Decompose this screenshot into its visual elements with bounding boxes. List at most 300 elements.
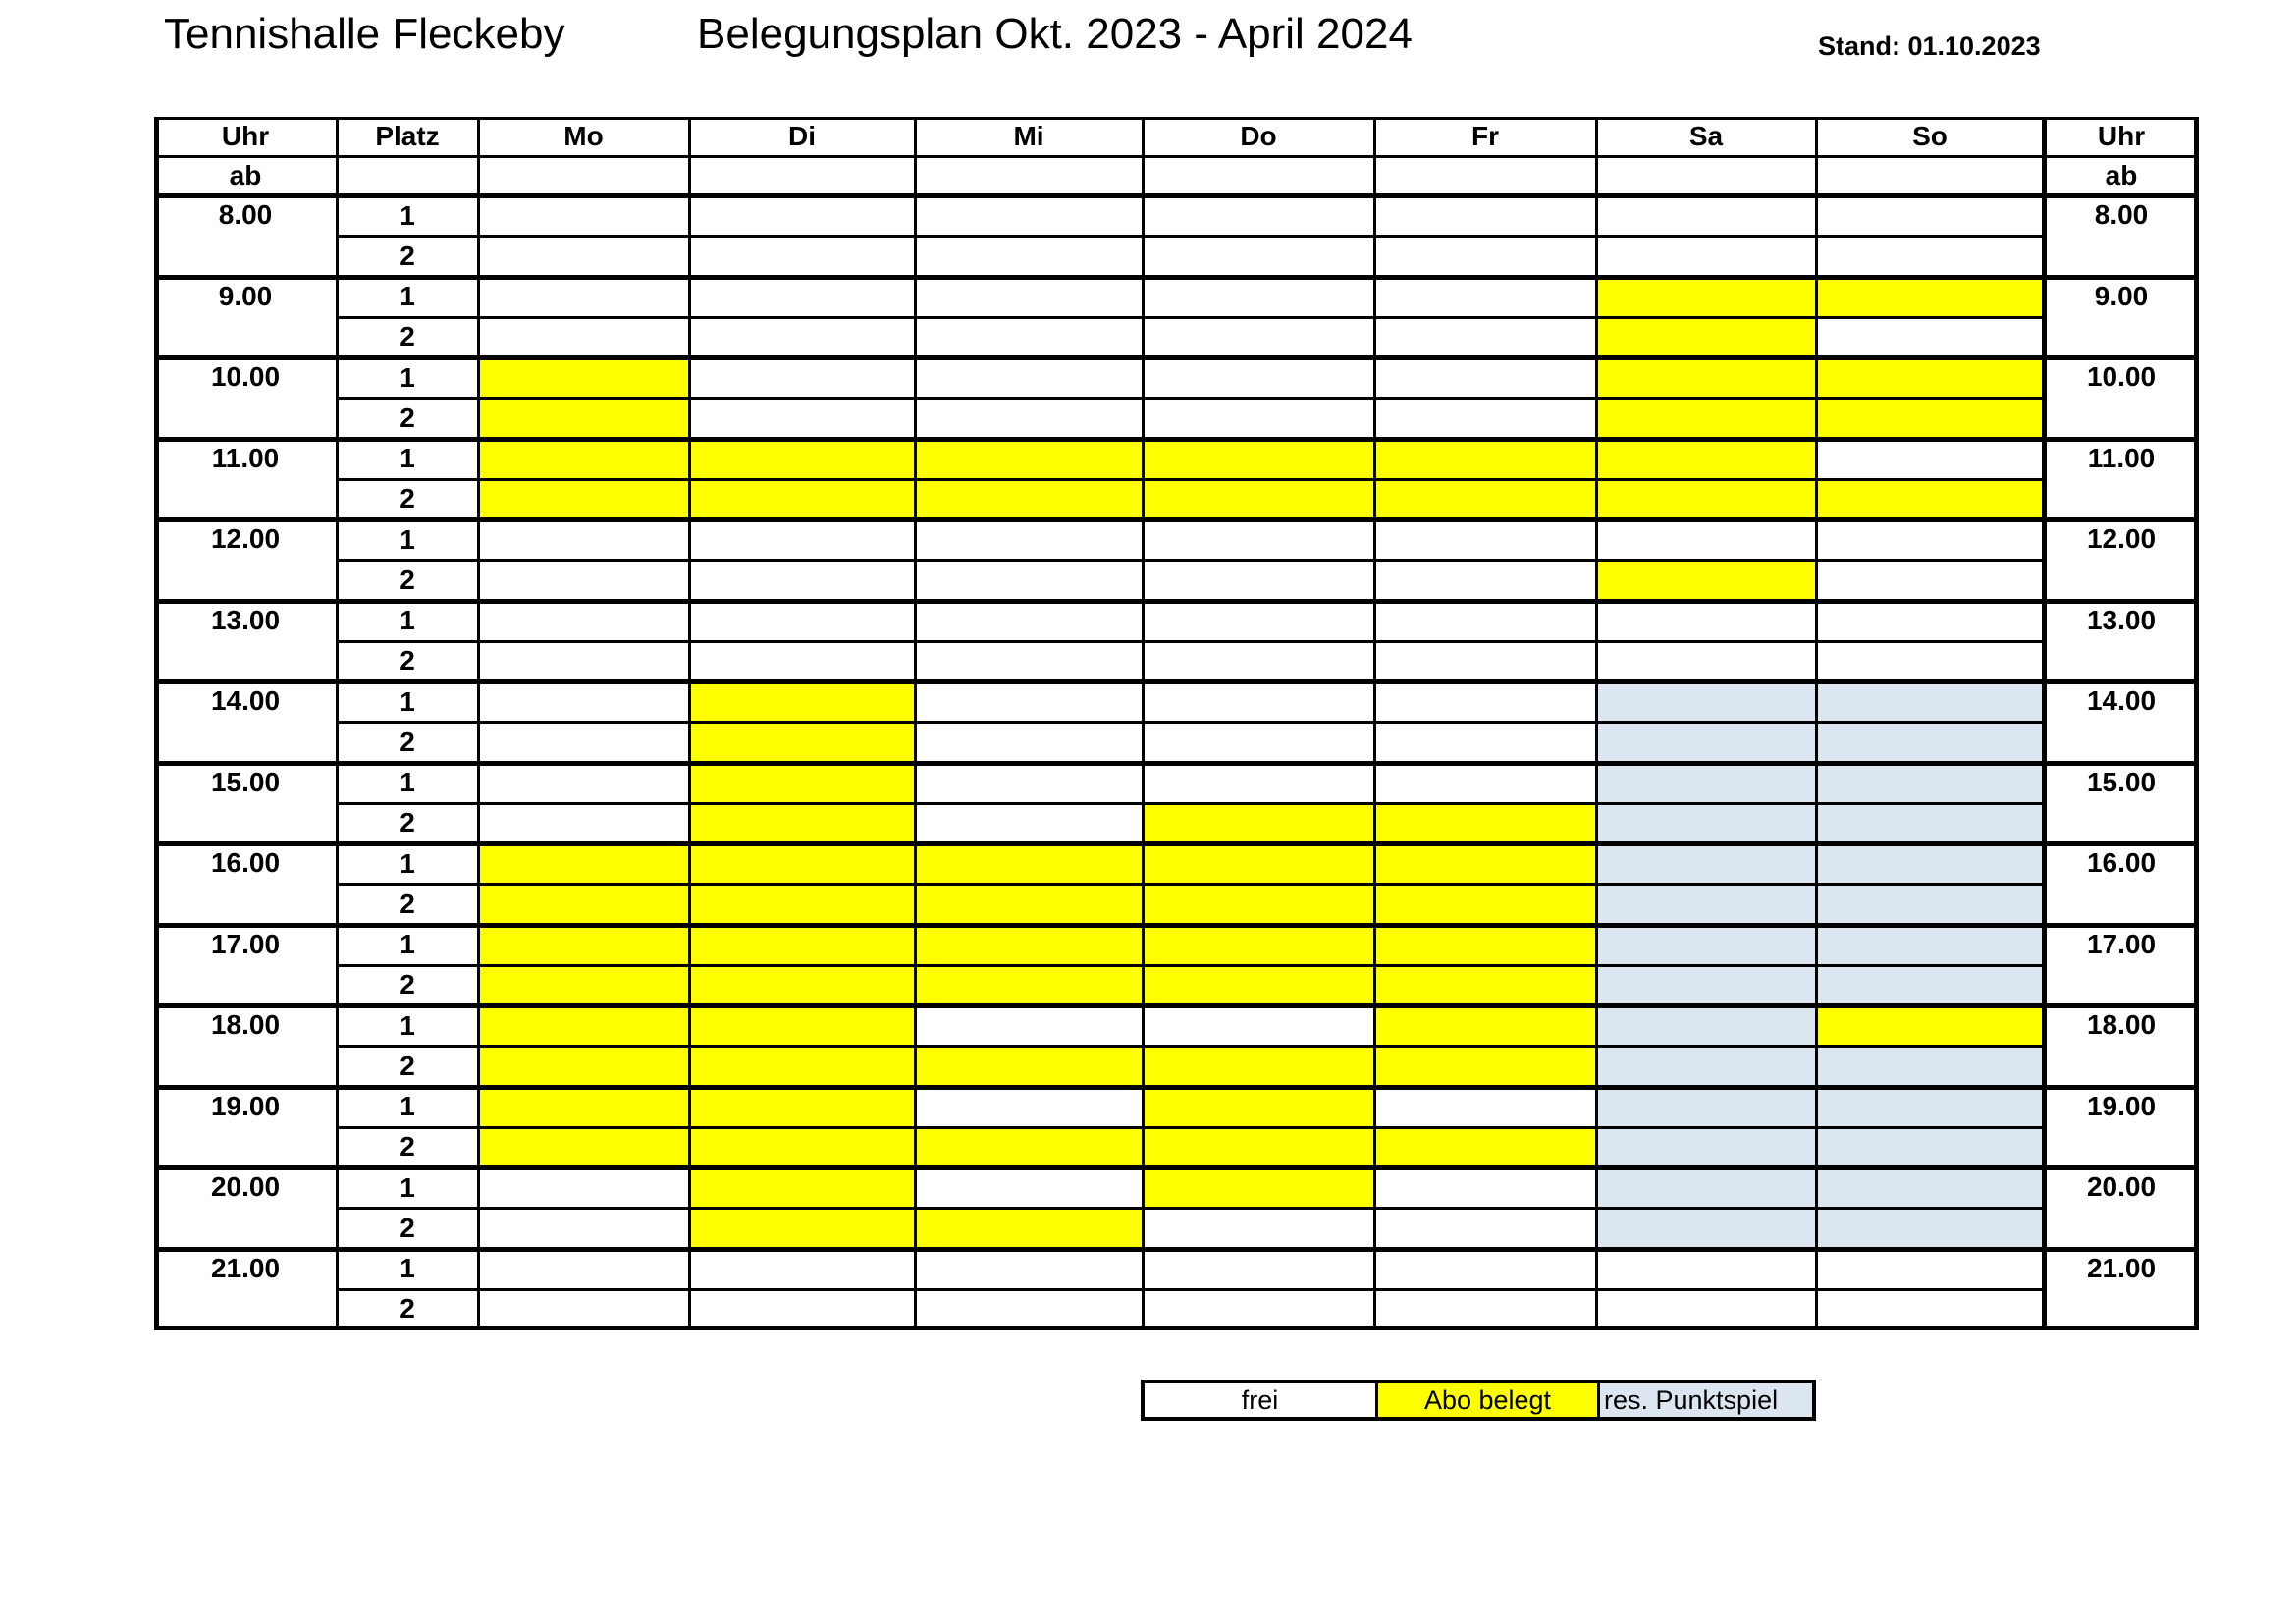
slot-mi-abo-belegt — [915, 925, 1143, 965]
slot-sa-abo-belegt — [1596, 560, 1816, 600]
slot-do-frei — [1143, 1289, 1374, 1329]
slot-mo-frei — [478, 803, 689, 843]
time-cell: 9.00 — [154, 277, 337, 358]
slot-sa-res-punktspiel — [1596, 1087, 1816, 1127]
time-cell-right: 14.00 — [2044, 681, 2199, 763]
court-number: 1 — [337, 195, 478, 236]
legend-res-punktspiel: res. Punktspiel — [1597, 1383, 1812, 1417]
slot-di-abo-belegt — [689, 722, 915, 762]
slot-do-abo-belegt — [1143, 479, 1374, 519]
subheader-empty — [689, 156, 915, 195]
slot-mi-frei — [915, 277, 1143, 317]
slot-sa-abo-belegt — [1596, 357, 1816, 398]
slot-fr-abo-belegt — [1374, 925, 1596, 965]
hour-divider — [154, 1085, 2199, 1090]
court-number: 2 — [337, 479, 478, 519]
time-cell-right: 15.00 — [2044, 763, 2199, 844]
slot-sa-abo-belegt — [1596, 479, 1816, 519]
column-divider — [1142, 117, 1145, 1329]
slot-so-res-punktspiel — [1816, 965, 2044, 1005]
hour-divider — [154, 517, 2199, 522]
slot-di-frei — [689, 236, 915, 276]
court-number: 1 — [337, 519, 478, 560]
court-number: 2 — [337, 803, 478, 843]
slot-mi-frei — [915, 681, 1143, 722]
slot-do-frei — [1143, 357, 1374, 398]
stand-date: Stand: 01.10.2023 — [1818, 31, 2041, 61]
slot-fr-frei — [1374, 641, 1596, 681]
slot-sa-frei — [1596, 601, 1816, 641]
slot-sa-frei — [1596, 195, 1816, 236]
slot-do-abo-belegt — [1143, 1127, 1374, 1167]
slot-sa-abo-belegt — [1596, 439, 1816, 479]
time-cell-right: 9.00 — [2044, 277, 2199, 358]
slot-do-frei — [1143, 641, 1374, 681]
slot-di-frei — [689, 1249, 915, 1289]
slot-sa-frei — [1596, 1249, 1816, 1289]
court-number: 2 — [337, 1289, 478, 1329]
slot-fr-frei — [1374, 763, 1596, 803]
time-cell: 21.00 — [154, 1249, 337, 1330]
slot-mi-frei — [915, 1087, 1143, 1127]
column-divider — [2194, 117, 2199, 1329]
slot-so-res-punktspiel — [1816, 1167, 2044, 1208]
hour-divider — [154, 679, 2199, 684]
slot-di-abo-belegt — [689, 1046, 915, 1086]
column-divider — [1815, 117, 1818, 1329]
time-cell-right: 16.00 — [2044, 843, 2199, 925]
slot-fr-frei — [1374, 317, 1596, 357]
time-cell-right: 21.00 — [2044, 1249, 2199, 1330]
subheader-empty — [478, 156, 689, 195]
time-cell: 12.00 — [154, 519, 337, 601]
col-header-platz: Platz — [337, 117, 478, 156]
slot-sa-res-punktspiel — [1596, 925, 1816, 965]
slot-mi-frei — [915, 641, 1143, 681]
slot-mi-frei — [915, 236, 1143, 276]
court-divider — [337, 316, 2044, 319]
subheader-empty — [1816, 156, 2044, 195]
slot-do-frei — [1143, 763, 1374, 803]
slot-di-frei — [689, 601, 915, 641]
slot-fr-frei — [1374, 398, 1596, 438]
slot-mo-abo-belegt — [478, 479, 689, 519]
slot-di-frei — [689, 357, 915, 398]
slot-do-abo-belegt — [1143, 1087, 1374, 1127]
column-divider — [1373, 117, 1376, 1329]
slot-fr-abo-belegt — [1374, 1005, 1596, 1046]
slot-di-abo-belegt — [689, 439, 915, 479]
slot-so-frei — [1816, 601, 2044, 641]
slot-mi-abo-belegt — [915, 1046, 1143, 1086]
time-cell: 10.00 — [154, 357, 337, 439]
subheader-ab-right: ab — [2044, 156, 2199, 195]
slot-mo-frei — [478, 601, 689, 641]
slot-di-frei — [689, 398, 915, 438]
court-divider — [337, 964, 2044, 967]
slot-di-abo-belegt — [689, 925, 915, 965]
court-number: 1 — [337, 843, 478, 884]
hour-divider — [154, 1165, 2199, 1170]
slot-sa-res-punktspiel — [1596, 1005, 1816, 1046]
slot-mo-abo-belegt — [478, 843, 689, 884]
column-divider — [2042, 117, 2047, 1329]
slot-do-abo-belegt — [1143, 843, 1374, 884]
slot-sa-frei — [1596, 1289, 1816, 1329]
slot-sa-frei — [1596, 519, 1816, 560]
slot-mi-abo-belegt — [915, 1208, 1143, 1248]
slot-mo-frei — [478, 277, 689, 317]
slot-so-frei — [1816, 519, 2044, 560]
court-number: 1 — [337, 925, 478, 965]
slot-so-frei — [1816, 641, 2044, 681]
time-cell: 14.00 — [154, 681, 337, 763]
court-divider — [337, 883, 2044, 886]
slot-do-frei — [1143, 1005, 1374, 1046]
slot-di-abo-belegt — [689, 1005, 915, 1046]
slot-mi-abo-belegt — [915, 439, 1143, 479]
court-number: 1 — [337, 1167, 478, 1208]
slot-fr-abo-belegt — [1374, 1046, 1596, 1086]
slot-fr-abo-belegt — [1374, 843, 1596, 884]
slot-fr-frei — [1374, 357, 1596, 398]
legend — [1141, 1380, 1816, 1421]
time-cell: 13.00 — [154, 601, 337, 682]
slot-di-frei — [689, 519, 915, 560]
court-number: 2 — [337, 722, 478, 762]
time-cell: 19.00 — [154, 1087, 337, 1168]
slot-mi-frei — [915, 195, 1143, 236]
col-header-do: Do — [1143, 117, 1374, 156]
slot-so-res-punktspiel — [1816, 884, 2044, 924]
slot-fr-frei — [1374, 195, 1596, 236]
time-cell-right: 10.00 — [2044, 357, 2199, 439]
slot-do-frei — [1143, 398, 1374, 438]
slot-fr-frei — [1374, 681, 1596, 722]
slot-sa-res-punktspiel — [1596, 843, 1816, 884]
slot-mo-frei — [478, 236, 689, 276]
hour-divider — [154, 437, 2199, 442]
slot-sa-res-punktspiel — [1596, 803, 1816, 843]
slot-fr-frei — [1374, 560, 1596, 600]
court-divider — [337, 397, 2044, 400]
slot-mo-abo-belegt — [478, 965, 689, 1005]
col-header-fr: Fr — [1374, 117, 1596, 156]
court-number: 1 — [337, 357, 478, 398]
slot-fr-abo-belegt — [1374, 1127, 1596, 1167]
court-divider — [337, 1045, 2044, 1048]
slot-mi-frei — [915, 1005, 1143, 1046]
slot-sa-frei — [1596, 236, 1816, 276]
slot-do-abo-belegt — [1143, 439, 1374, 479]
slot-di-abo-belegt — [689, 763, 915, 803]
slot-do-abo-belegt — [1143, 803, 1374, 843]
slot-do-frei — [1143, 722, 1374, 762]
slot-di-frei — [689, 195, 915, 236]
slot-fr-frei — [1374, 1208, 1596, 1248]
slot-sa-res-punktspiel — [1596, 1167, 1816, 1208]
slot-so-res-punktspiel — [1816, 763, 2044, 803]
court-number: 2 — [337, 1127, 478, 1167]
slot-do-frei — [1143, 236, 1374, 276]
border-top — [154, 117, 2199, 120]
border-bottom — [154, 1326, 2199, 1330]
time-cell-right: 20.00 — [2044, 1167, 2199, 1249]
court-number: 1 — [337, 1249, 478, 1289]
slot-do-frei — [1143, 519, 1374, 560]
column-divider — [914, 117, 917, 1329]
slot-fr-frei — [1374, 1289, 1596, 1329]
slot-sa-res-punktspiel — [1596, 1046, 1816, 1086]
slot-fr-frei — [1374, 277, 1596, 317]
slot-fr-frei — [1374, 1087, 1596, 1127]
slot-mi-frei — [915, 722, 1143, 762]
slot-mi-frei — [915, 398, 1143, 438]
time-cell-right: 18.00 — [2044, 1005, 2199, 1087]
slot-mi-abo-belegt — [915, 479, 1143, 519]
slot-di-abo-belegt — [689, 803, 915, 843]
slot-di-frei — [689, 641, 915, 681]
col-header-sa: Sa — [1596, 117, 1816, 156]
column-divider — [154, 117, 159, 1329]
time-cell: 11.00 — [154, 439, 337, 520]
slot-mo-abo-belegt — [478, 439, 689, 479]
time-cell-right: 13.00 — [2044, 601, 2199, 682]
slot-do-frei — [1143, 601, 1374, 641]
slot-so-res-punktspiel — [1816, 722, 2044, 762]
slot-fr-abo-belegt — [1374, 965, 1596, 1005]
court-number: 1 — [337, 439, 478, 479]
court-number: 2 — [337, 641, 478, 681]
slot-so-abo-belegt — [1816, 357, 2044, 398]
slot-mi-abo-belegt — [915, 884, 1143, 924]
subheader-ab-left: ab — [154, 156, 337, 195]
time-cell: 16.00 — [154, 843, 337, 925]
court-number: 1 — [337, 1005, 478, 1046]
slot-di-abo-belegt — [689, 884, 915, 924]
col-header-mo: Mo — [478, 117, 689, 156]
slot-do-abo-belegt — [1143, 1046, 1374, 1086]
slot-so-res-punktspiel — [1816, 1127, 2044, 1167]
court-divider — [337, 478, 2044, 481]
slot-mo-frei — [478, 1208, 689, 1248]
subheader-divider — [154, 193, 2199, 198]
slot-fr-abo-belegt — [1374, 803, 1596, 843]
hour-divider — [154, 275, 2199, 280]
court-number: 2 — [337, 965, 478, 1005]
court-number: 1 — [337, 277, 478, 317]
slot-mo-frei — [478, 641, 689, 681]
slot-so-frei — [1816, 195, 2044, 236]
slot-di-abo-belegt — [689, 1167, 915, 1208]
plan-title: Belegungsplan Okt. 2023 - April 2024 — [697, 10, 1413, 58]
hall-name: Tennishalle Fleckeby — [164, 10, 565, 58]
slot-sa-abo-belegt — [1596, 277, 1816, 317]
slot-so-res-punktspiel — [1816, 925, 2044, 965]
slot-mi-frei — [915, 1249, 1143, 1289]
slot-di-frei — [689, 560, 915, 600]
slot-mo-frei — [478, 1249, 689, 1289]
slot-fr-frei — [1374, 1167, 1596, 1208]
slot-mi-frei — [915, 519, 1143, 560]
slot-mo-abo-belegt — [478, 884, 689, 924]
slot-mi-frei — [915, 317, 1143, 357]
court-number: 1 — [337, 1087, 478, 1127]
slot-mo-frei — [478, 519, 689, 560]
slot-sa-frei — [1596, 641, 1816, 681]
slot-di-frei — [689, 1289, 915, 1329]
slot-so-res-punktspiel — [1816, 1208, 2044, 1248]
time-cell-right: 19.00 — [2044, 1087, 2199, 1168]
slot-fr-abo-belegt — [1374, 479, 1596, 519]
col-header-di: Di — [689, 117, 915, 156]
time-cell: 18.00 — [154, 1005, 337, 1087]
court-divider — [337, 802, 2044, 805]
time-cell-right: 12.00 — [2044, 519, 2199, 601]
slot-do-abo-belegt — [1143, 925, 1374, 965]
time-cell-right: 8.00 — [2044, 195, 2199, 277]
col-header-uhr: Uhr — [154, 117, 337, 156]
slot-sa-res-punktspiel — [1596, 965, 1816, 1005]
slot-so-res-punktspiel — [1816, 1046, 2044, 1086]
slot-mi-frei — [915, 560, 1143, 600]
court-number: 2 — [337, 1208, 478, 1248]
slot-so-frei — [1816, 439, 2044, 479]
slot-so-res-punktspiel — [1816, 681, 2044, 722]
hour-divider — [154, 1003, 2199, 1008]
slot-do-frei — [1143, 560, 1374, 600]
court-number: 1 — [337, 763, 478, 803]
slot-sa-res-punktspiel — [1596, 763, 1816, 803]
court-divider — [337, 1207, 2044, 1210]
slot-di-frei — [689, 277, 915, 317]
slot-mo-abo-belegt — [478, 925, 689, 965]
time-cell-right: 11.00 — [2044, 439, 2199, 520]
slot-fr-frei — [1374, 519, 1596, 560]
subheader-empty — [1143, 156, 1374, 195]
slot-mo-frei — [478, 722, 689, 762]
hour-divider — [154, 923, 2199, 928]
slot-mo-abo-belegt — [478, 1127, 689, 1167]
legend-frei: frei — [1145, 1383, 1375, 1417]
slot-do-abo-belegt — [1143, 1167, 1374, 1208]
slot-di-abo-belegt — [689, 1087, 915, 1127]
hour-divider — [154, 1247, 2199, 1252]
slot-so-abo-belegt — [1816, 479, 2044, 519]
column-divider — [1595, 117, 1598, 1329]
slot-mo-frei — [478, 1167, 689, 1208]
slot-so-frei — [1816, 560, 2044, 600]
slot-do-abo-belegt — [1143, 884, 1374, 924]
col-header-so: So — [1816, 117, 2044, 156]
slot-sa-res-punktspiel — [1596, 722, 1816, 762]
court-number: 2 — [337, 884, 478, 924]
slot-so-abo-belegt — [1816, 1005, 2044, 1046]
slot-sa-res-punktspiel — [1596, 1127, 1816, 1167]
court-divider — [337, 640, 2044, 643]
slot-mo-frei — [478, 1289, 689, 1329]
slot-mo-frei — [478, 560, 689, 600]
column-divider — [688, 117, 691, 1329]
time-cell-right: 17.00 — [2044, 925, 2199, 1006]
slot-mi-frei — [915, 357, 1143, 398]
subheader-empty — [915, 156, 1143, 195]
slot-so-frei — [1816, 1249, 2044, 1289]
slot-mo-abo-belegt — [478, 1087, 689, 1127]
time-cell: 17.00 — [154, 925, 337, 1006]
slot-mi-frei — [915, 1289, 1143, 1329]
slot-so-frei — [1816, 317, 2044, 357]
slot-di-abo-belegt — [689, 965, 915, 1005]
slot-do-frei — [1143, 277, 1374, 317]
court-number: 2 — [337, 317, 478, 357]
slot-mi-abo-belegt — [915, 843, 1143, 884]
slot-fr-abo-belegt — [1374, 439, 1596, 479]
court-number: 2 — [337, 398, 478, 438]
slot-fr-frei — [1374, 601, 1596, 641]
header-divider — [154, 155, 2199, 158]
slot-fr-abo-belegt — [1374, 884, 1596, 924]
hour-divider — [154, 355, 2199, 360]
slot-mo-frei — [478, 317, 689, 357]
schedule-table — [154, 117, 2199, 1339]
court-divider — [337, 1288, 2044, 1291]
hour-divider — [154, 841, 2199, 846]
legend-abo-belegt: Abo belegt — [1375, 1383, 1597, 1417]
slot-mo-abo-belegt — [478, 1005, 689, 1046]
slot-do-abo-belegt — [1143, 965, 1374, 1005]
slot-so-res-punktspiel — [1816, 843, 2044, 884]
slot-mi-frei — [915, 763, 1143, 803]
slot-so-frei — [1816, 236, 2044, 276]
court-number: 1 — [337, 601, 478, 641]
slot-do-frei — [1143, 1249, 1374, 1289]
court-number: 2 — [337, 236, 478, 276]
slot-fr-frei — [1374, 722, 1596, 762]
hour-divider — [154, 761, 2199, 766]
column-divider — [336, 117, 339, 1329]
subheader-empty — [337, 156, 478, 195]
slot-do-frei — [1143, 195, 1374, 236]
slot-mi-frei — [915, 803, 1143, 843]
slot-sa-abo-belegt — [1596, 317, 1816, 357]
slot-di-abo-belegt — [689, 843, 915, 884]
slot-sa-abo-belegt — [1596, 398, 1816, 438]
court-divider — [337, 235, 2044, 238]
slot-di-frei — [689, 317, 915, 357]
slot-fr-frei — [1374, 1249, 1596, 1289]
time-cell: 15.00 — [154, 763, 337, 844]
slot-fr-frei — [1374, 236, 1596, 276]
court-number: 1 — [337, 681, 478, 722]
slot-sa-res-punktspiel — [1596, 884, 1816, 924]
slot-mo-frei — [478, 195, 689, 236]
slot-mo-frei — [478, 681, 689, 722]
court-number: 2 — [337, 1046, 478, 1086]
slot-so-res-punktspiel — [1816, 1087, 2044, 1127]
slot-so-abo-belegt — [1816, 277, 2044, 317]
slot-di-abo-belegt — [689, 681, 915, 722]
court-number: 2 — [337, 560, 478, 600]
slot-di-abo-belegt — [689, 1127, 915, 1167]
col-header-mi: Mi — [915, 117, 1143, 156]
subheader-empty — [1596, 156, 1816, 195]
slot-mo-frei — [478, 763, 689, 803]
court-divider — [337, 721, 2044, 724]
slot-mo-abo-belegt — [478, 398, 689, 438]
slot-do-frei — [1143, 681, 1374, 722]
slot-mi-frei — [915, 1167, 1143, 1208]
